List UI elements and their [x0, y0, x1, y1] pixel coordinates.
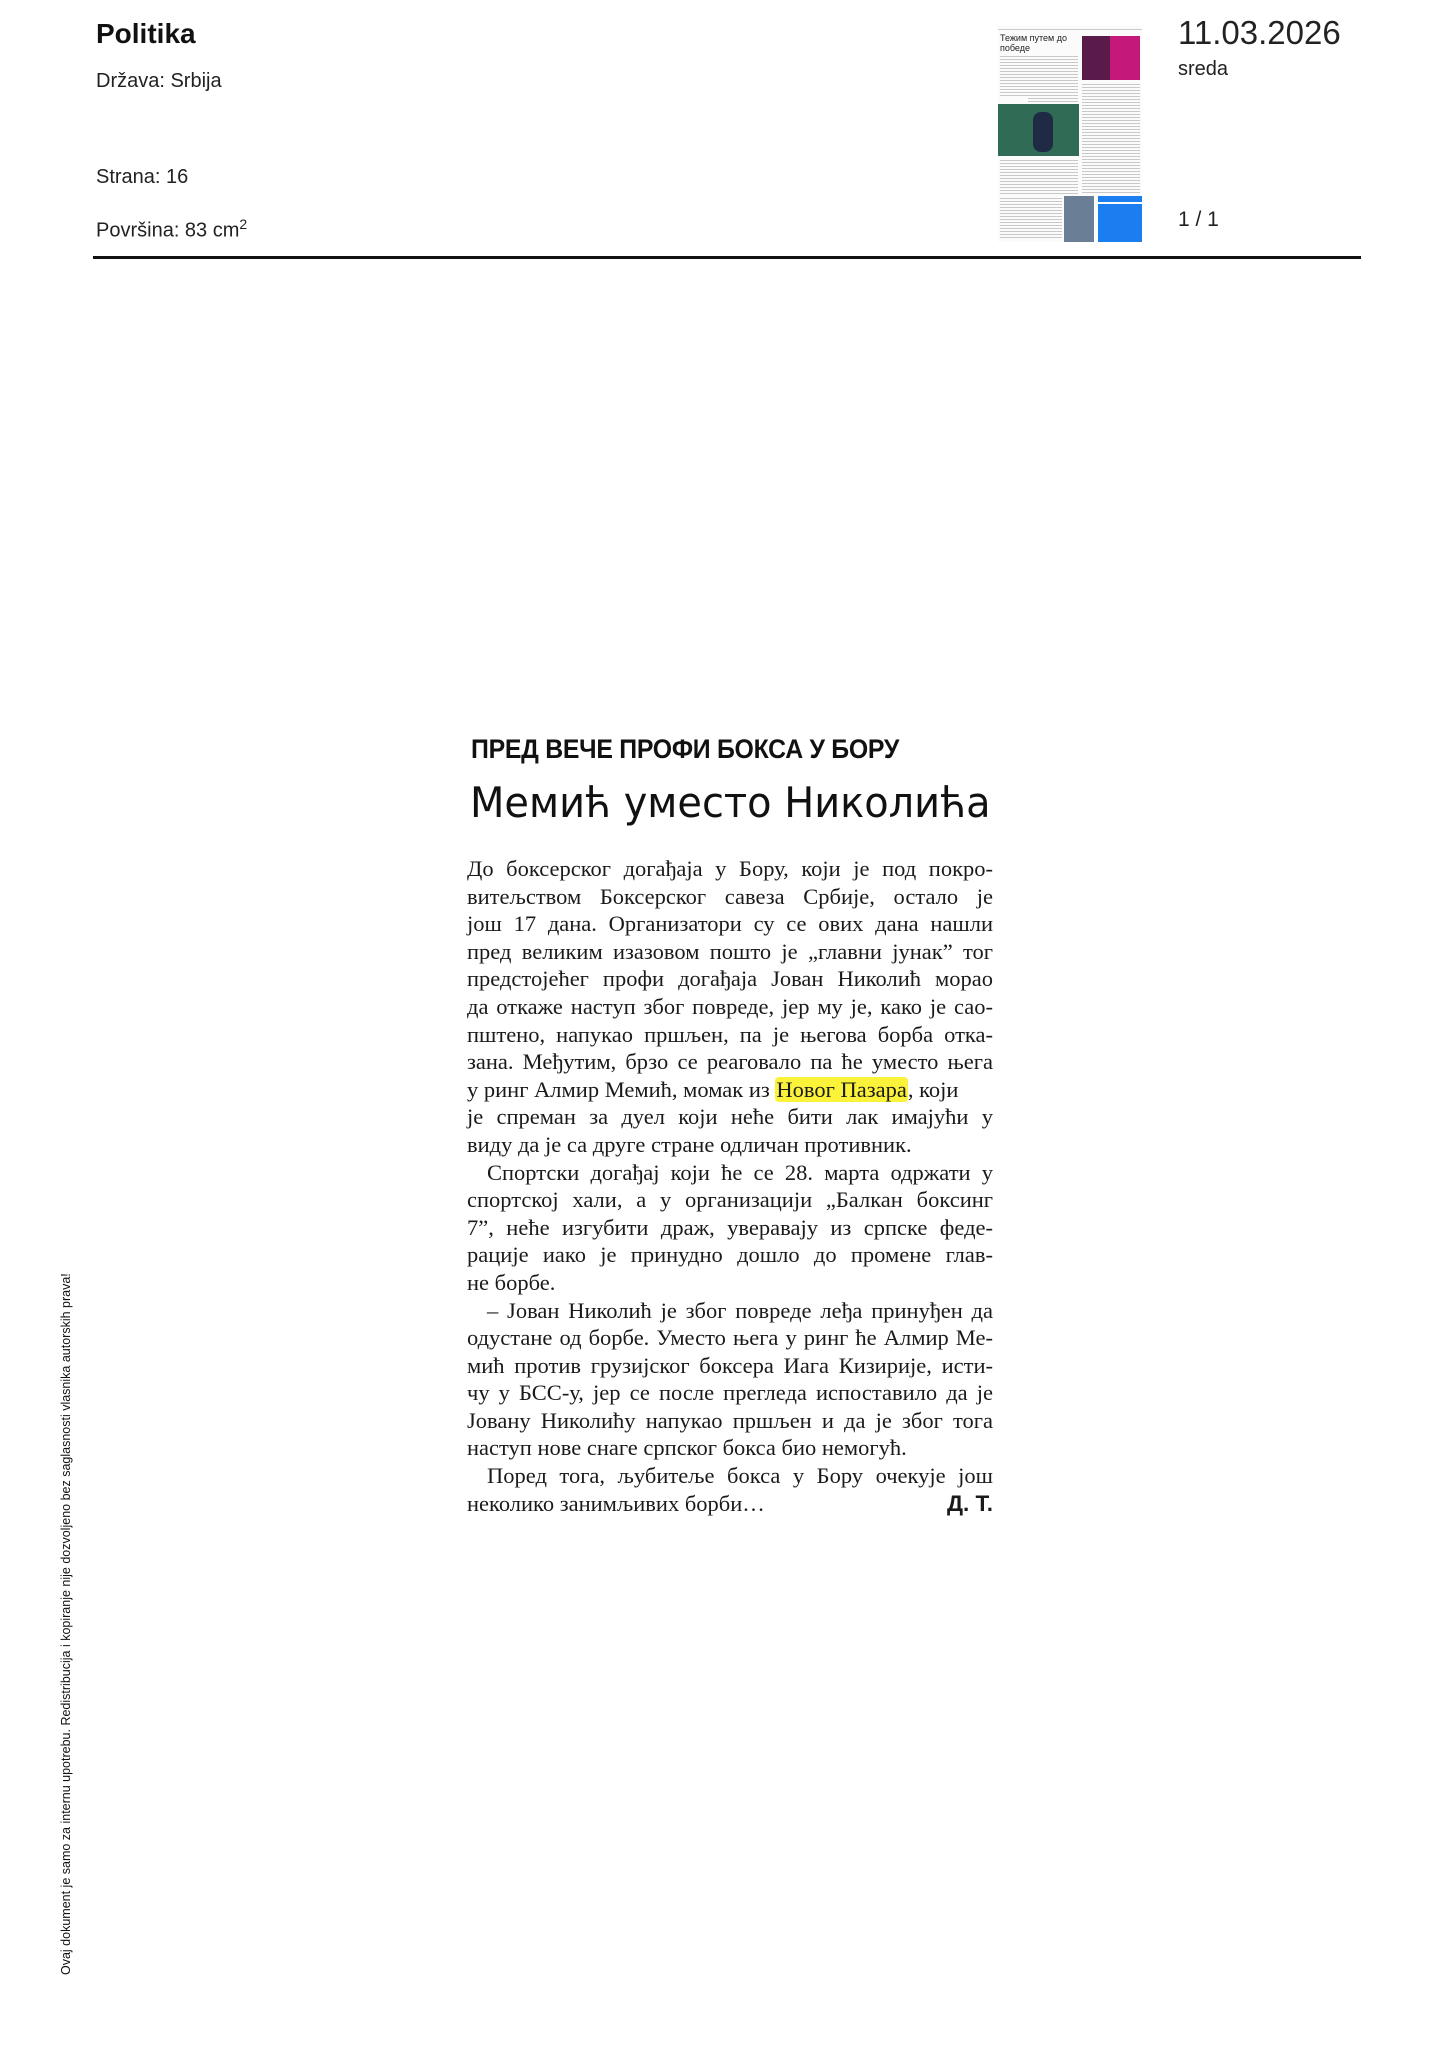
body-line: чу у БСС-у, јер се после прегледа испоставило да је: [467, 1380, 993, 1406]
body-line: Спортски догађај који ће се 28. марта одржати у: [487, 1159, 993, 1185]
body-line: витељством Боксерског савеза Србије, остало је: [467, 883, 993, 909]
body-line: [467, 1076, 993, 1104]
body-line: Јовану Николићу напукао пршљен и да је због тога: [467, 1407, 993, 1433]
thumbnail-text-block: [1000, 198, 1062, 240]
article-body: [467, 855, 993, 1517]
body-line: 7”, неће изгубити драж, уверавају из српске феде-: [467, 1214, 993, 1240]
body-line: предстојећег профи догађаја Јован Николић морао: [467, 966, 993, 992]
body-line: пштено, напукао пршљен, па је његова борба отка-: [467, 1021, 993, 1047]
thumbnail-ad-block: [1098, 204, 1142, 242]
issue-date: 11.03.2026: [1178, 14, 1341, 51]
body-line-part: неколико занимљивих борби…: [467, 1490, 765, 1516]
body-line: рације иако је принудно дошло до промене глав-: [467, 1242, 993, 1268]
area-text: Površina: 83 cm: [96, 219, 240, 242]
page-number-label: Strana: 16: [96, 166, 189, 188]
issue-weekday: sreda: [1178, 58, 1229, 80]
publication-name: Politika: [96, 18, 196, 49]
body-line: наступ нове снаге српског бокса био немогућ.: [467, 1435, 907, 1461]
body-line: не борбе.: [467, 1269, 556, 1295]
article-kicker: ПРЕД ВЕЧЕ ПРОФИ БОКСА У БОРУ: [471, 734, 900, 764]
body-line: још 17 дана. Организатори су се ових дана нашли: [467, 911, 993, 937]
copyright-disclaimer: Ovaj dokument je samo za internu upotrebu. Redistribucija i kopiranje nije dozvoljeno bez saglasnosti vlasnika autorskih prava!: [59, 1273, 73, 1975]
body-line: пред великим изазовом пошто је „главни јунак” тог: [467, 938, 993, 964]
thumbnail-ad-strip: [1098, 196, 1142, 202]
body-line: да откаже наступ због повреде, јер му је, како је сао-: [467, 993, 993, 1019]
country-label: Država: Srbija: [96, 70, 222, 92]
body-line: [467, 1490, 993, 1518]
body-line: – Јован Николић је због повреде леђа принуђен да: [487, 1297, 993, 1323]
body-line-part: , који: [907, 1076, 959, 1102]
page-thumbnail[interactable]: [998, 26, 1142, 242]
thumbnail-photo: [1082, 36, 1140, 80]
highlighted-term: Новог Пазара: [776, 1076, 907, 1102]
page-count: 1 / 1: [1178, 208, 1219, 231]
thumbnail-photo: [1064, 196, 1094, 242]
body-line: спортској хали, а у организацији „Балкан боксинг: [467, 1187, 993, 1213]
body-line: До боксерског догађаја у Бору, који је под покро-: [467, 856, 993, 881]
body-line: одустане од борбе. Уместо њега у ринг ће Алмир Ме-: [467, 1325, 993, 1351]
thumbnail-top-rule: [998, 26, 1142, 30]
header-divider: [93, 256, 1361, 259]
author-signature: Д. Т.: [947, 1490, 993, 1516]
body-line: виду да је са друге стране одличан противник.: [467, 1131, 912, 1157]
body-line: зана. Међутим, брзо се реаговало па ће уместо њега: [467, 1049, 993, 1075]
thumbnail-text-block: [1000, 160, 1078, 196]
body-line: мић против грузијског боксера Иага Кизирије, исти-: [467, 1352, 993, 1378]
thumbnail-photo: [998, 104, 1079, 156]
article-title: Мемић уместо Николића: [470, 778, 991, 827]
area-superscript: 2: [239, 216, 248, 232]
body-line: Поред тога, љубитеље бокса у Бору очекује још: [487, 1463, 993, 1489]
thumbnail-headline: Тежим путем до победе: [1000, 33, 1067, 53]
thumbnail-text-block: [1028, 86, 1078, 102]
body-line: је спреман за дуел који неће бити лак имајући у: [467, 1104, 993, 1130]
thumbnail-text-block: [1082, 84, 1140, 194]
body-line-part: у ринг Алмир Мемић, момак из: [467, 1076, 776, 1102]
area-label: [96, 216, 247, 243]
